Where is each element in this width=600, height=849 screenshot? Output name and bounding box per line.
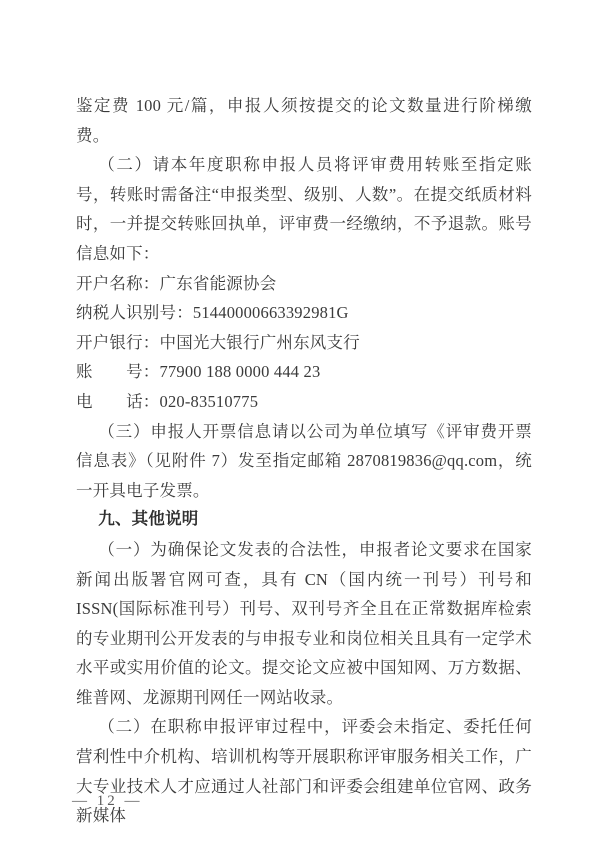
account-line-account-number: 账 号：77900 188 0000 444 23 — [76, 362, 321, 382]
paragraph-paper-requirements: （一）为确保论文发表的合法性，申报者论文要求在国家新闻出版署官网可查，具有 CN（国内统一刊号）刊号和 ISSN(国际标准刊号）刊号、双刊号齐全且在正常数据库检索的专业期刊公开发表的与申报专业和岗位相关且具有一定学术水平或实用价值的论文。提交论文应被中国知网、万方数据、维普网、龙源期刊网任一网站收录。 — [76, 539, 532, 707]
account-line-phone-number: 电 话：020-83510775 — [76, 391, 259, 411]
account-line-bank-branch: 开户银行：中国光大银行广州东风支行 — [76, 332, 360, 352]
page-number: — 12 — — [72, 793, 143, 809]
paragraph-invoice-info: （三）申报人开票信息请以公司为单位填写《评审费开票信息表》（见附件 7）发至指定邮箱 2870819836@qq.com，统一开具电子发票。 — [76, 421, 532, 500]
document-text-block — [76, 91, 532, 831]
account-line-taxpayer-id: 纳税人识别号：51440000663392981G — [76, 303, 349, 323]
section-heading-other-notes: 九、其他说明 — [98, 510, 199, 529]
paragraph-anti-agency-notice: （二）在职称申报评审过程中，评委会未指定、委托任何营利性中介机构、培训机构等开展职称评审服务相关工作，广大专业技术人才应通过人社部门和评委会组建单位官网、政务新媒体 — [76, 717, 532, 826]
paragraph-fee-tier-continuation: 鉴定费 100 元/篇，申报人须按提交的论文数量进行阶梯缴费。 — [76, 96, 532, 145]
paragraph-transfer-payment: （二）请本年度职称申报人员将评审费用转账至指定账号，转账时需备注“申报类型、级别、人数”。在提交纸质材料时，一并提交转账回执单，评审费一经缴纳，不予退款。账号信息如下： — [76, 155, 532, 263]
account-line-holder-name: 开户名称：广东省能源协会 — [76, 273, 277, 293]
